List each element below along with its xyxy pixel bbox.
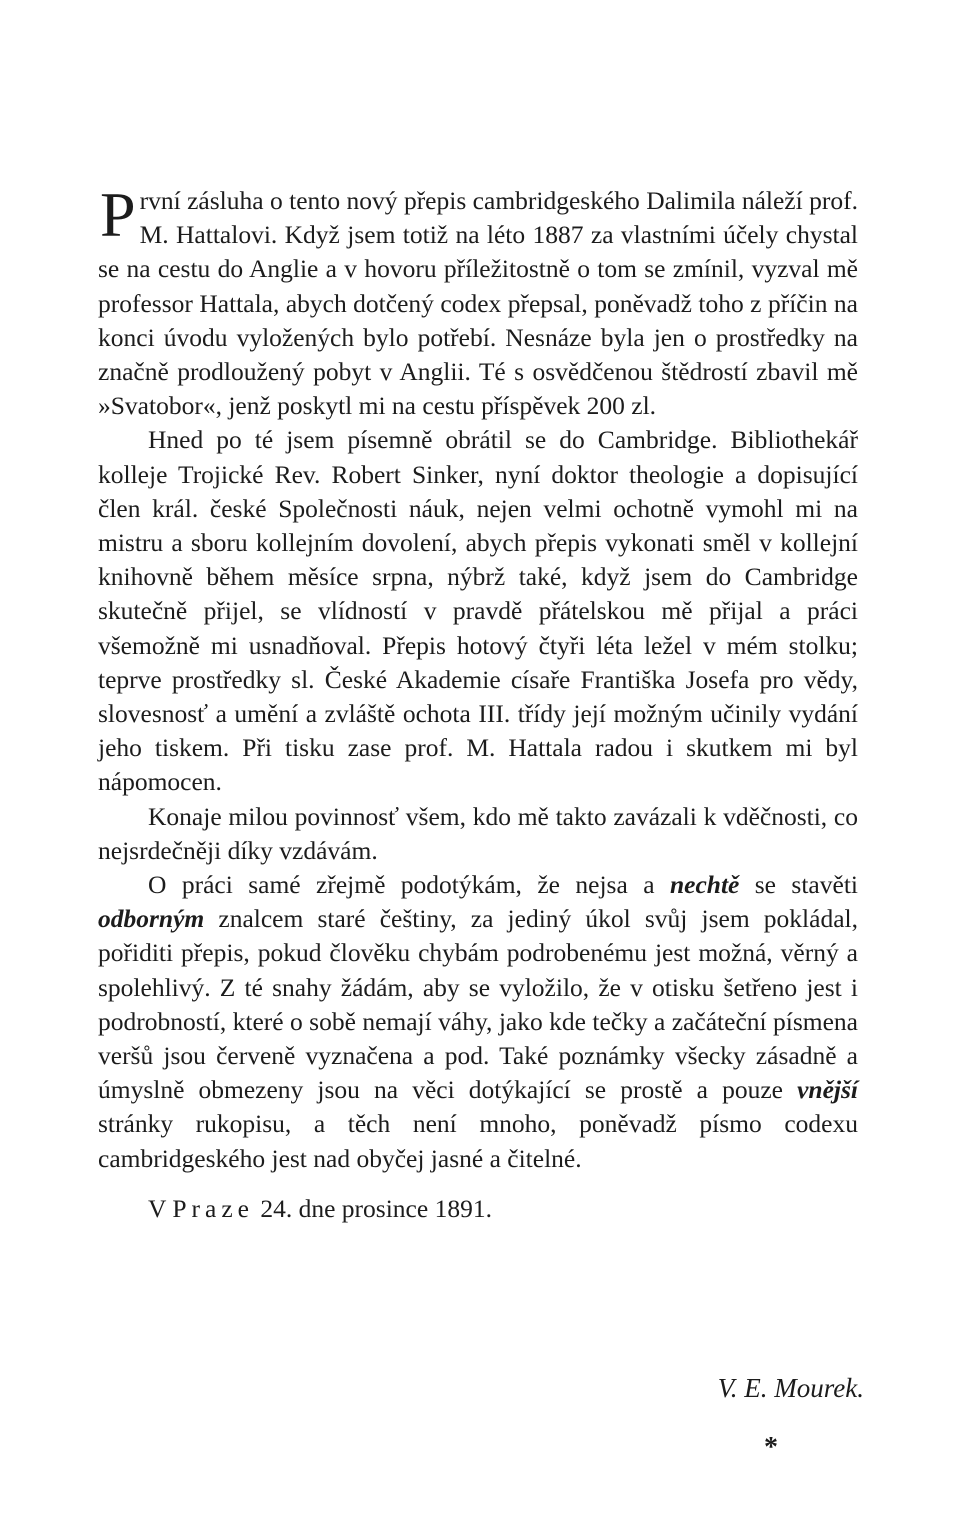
date-prefix: V: [148, 1193, 173, 1223]
emphasis-odbornym: odborným: [98, 904, 205, 934]
paragraph-4-text-c: znalcem staré češtiny, za jediný úkol svůj jsem pokládal, pořiditi přepis, pokud člověku chybám podrobenému jest možná, věrný a spolehlivý. Z té snahy žádám, aby se vyložilo, že v otisku šetřeno jest i podrobností, které o sobě nemají váhy, jako kde tečky a začáteční písmena veršů jsou červeně vyznačena a pod. Také poznámky všecky zásadně a úmyslně obmezeny jsou na věci dotýkající se prostě a pouze: [98, 904, 858, 1105]
emphasis-vnejsi: vnější: [797, 1075, 858, 1105]
place-and-date: [98, 1192, 858, 1226]
asterisk-mark: *: [764, 1432, 778, 1463]
paragraph-4-text-b: se stavěti: [739, 870, 858, 900]
paragraph-3: Konaje milou povinnosť všem, kdo mě takto zavázali k vděčnosti, co nejsrdečněji díky vzdávám.: [98, 801, 858, 865]
drop-cap-letter: P: [100, 179, 136, 250]
paragraph-2: Hned po té jsem písemně obrátil se do Cambridge. Bibliothekář kolleje Trojické Rev. Robert Sinker, nyní doktor theologie a dopisující člen král. české Společnosti náuk, nejen velmi ochotně vymohl mi na mistru a sboru kollejním dovolení, abych přepis vykonati směl v kollejní knihovně během měsíce srpna, nýbrž také, když jsem do Cambridge skutečně přijel, se vlídností v pravdě přátelskou mě přijal a práci všemožně mi usnadňoval. Přepis hotový čtyři léta ležel v mém stolku; teprve prostředky sl. České Akademie císaře Františka Josefa pro vědy, slovesnosť a umění a zvláště ochota III. třídy její možným učinily vydání jeho tiskem. Při tisku zase prof. M. Hattala radou i skutkem mi byl nápomocen.: [98, 425, 858, 797]
author-signature: V. E. Mourek.: [717, 1373, 864, 1403]
paragraph-4-text-a: O práci samé zřejmě podotýkám, že nejsa a: [148, 870, 670, 900]
preface-text: [98, 179, 858, 1251]
paragraph-1-text: rvní zásluha o tento nový přepis cambridgeského Dalimila náleží prof. M. Hattalovi. Když jsem totiž na léto 1887 za vlastními účely chystal se na cestu do Anglie a v hovoru příležitostně o tom se zmínil, vyzval mě professor Hattala, abych dotčený codex přepsal, poněvadž toho z příčin na konci úvodu vyložených bylo potřebí. Nesnáze byla jen o prostředky na značně prodloužený pobyt v Anglii. Té s osvědčenou štědrostí zbavil mě »Svatobor«, jenž poskytl mi na cestu příspěvek 200 zl.: [98, 186, 858, 421]
date-place: Praze: [172, 1193, 254, 1223]
paragraph-1: [98, 179, 858, 423]
paragraph-4-text-d: stránky rukopisu, a těch není mnoho, poněvadž písmo codexu cambridgeského jest nad obyčej jasné a čitelné.: [98, 1109, 858, 1173]
paragraph-4: [98, 868, 858, 1176]
emphasis-nechte: nechtě: [669, 870, 740, 900]
date-rest: 24. dne prosince 1891.: [253, 1193, 492, 1223]
